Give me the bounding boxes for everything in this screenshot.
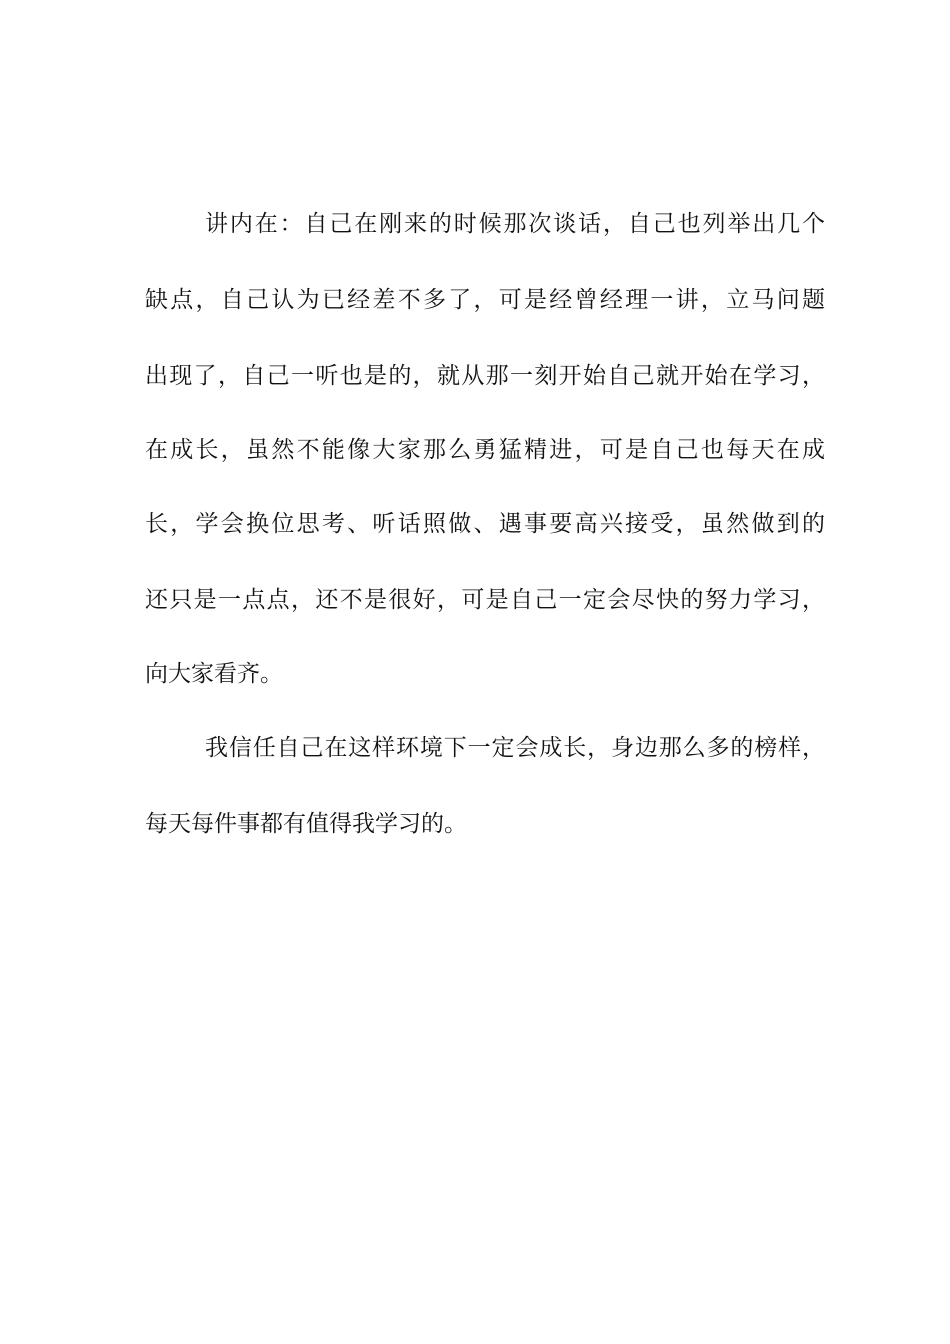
paragraph-line: 讲内在：自己在刚来的时候那次谈话，自己也列举出几个: [205, 211, 825, 237]
paragraph-line: 缺点，自己认为已经差不多了，可是经曾经理一讲，立马问题: [145, 287, 825, 313]
paragraph-line: 还只是一点点，还不是很好，可是自己一定会尽快的努力学习，: [145, 587, 825, 613]
paragraph-line: 出现了，自己一听也是的，就从那一刻开始自己就开始在学习，: [145, 363, 825, 389]
paragraph-line: 每天每件事都有值得我学习的。: [145, 811, 467, 837]
paragraph-line: 向大家看齐。: [145, 661, 283, 687]
paragraph-line: 长，学会换位思考、听话照做、遇事要高兴接受，虽然做到的: [145, 511, 825, 537]
paragraph-line: 我信任自己在这样环境下一定会成长，身边那么多的榜样，: [205, 735, 825, 761]
paragraph-line: 在成长，虽然不能像大家那么勇猛精进，可是自己也每天在成: [145, 437, 825, 463]
